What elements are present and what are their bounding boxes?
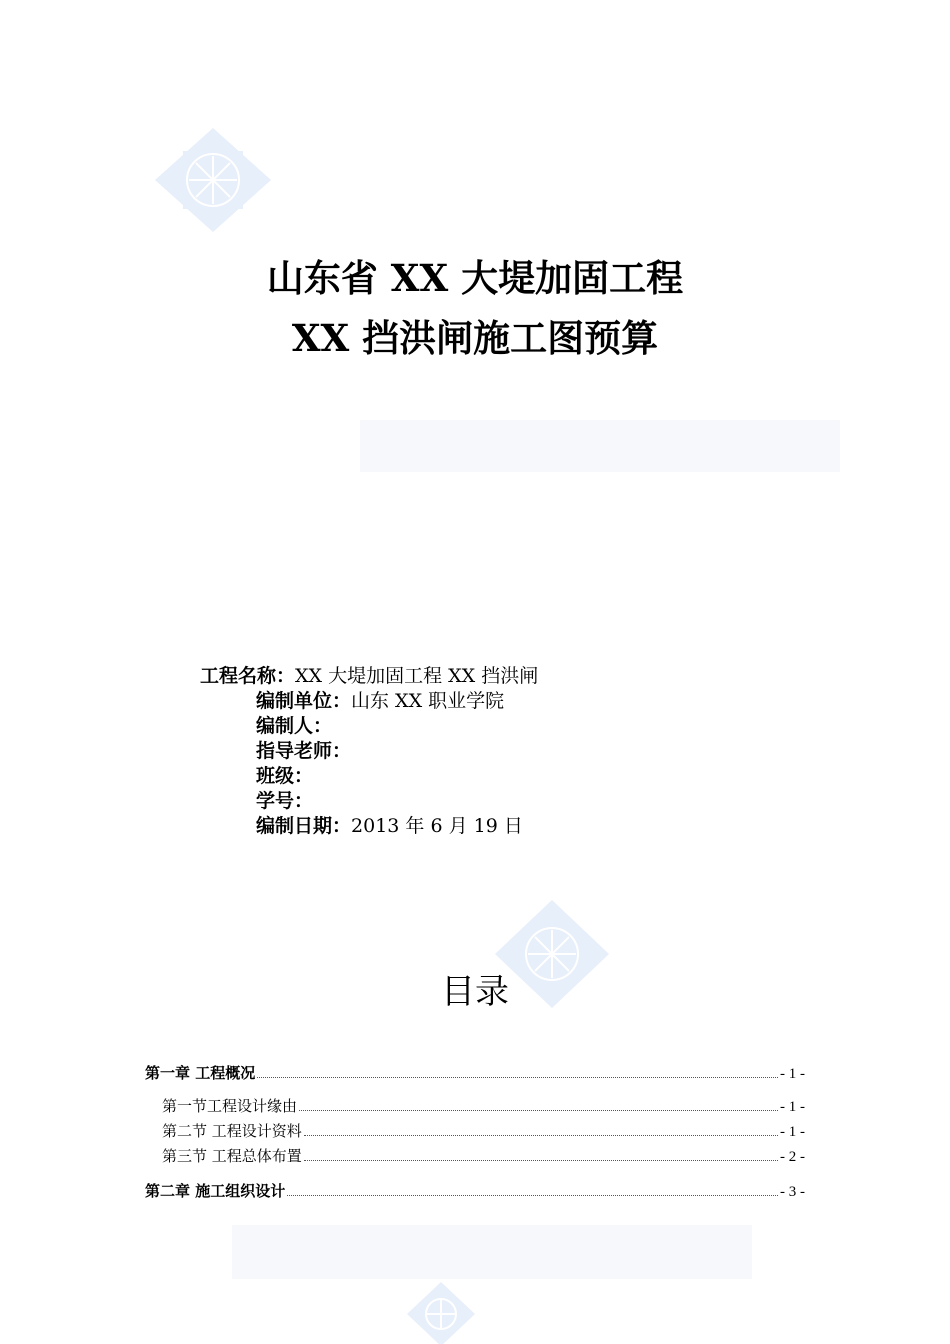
info-value: 山东 XX 职业学院 (351, 690, 505, 712)
toc-entry-page: - 1 - (780, 1066, 805, 1082)
info-label: 指导老师： (256, 740, 352, 762)
watermark-snowflake-icon (153, 126, 273, 234)
watermark-snowflake-icon (405, 1280, 477, 1344)
info-label: 编制人： (256, 715, 333, 737)
toc-entry-label: 第二节 工程设计资料 (162, 1122, 302, 1140)
toc-entry-label: 第三节 工程总体布置 (162, 1147, 302, 1165)
toc-entry[interactable] (145, 1066, 805, 1082)
toc-entry-page: - 1 - (780, 1099, 805, 1115)
info-label: 编制单位： (256, 690, 352, 712)
toc-entry-label: 第一节工程设计缘由 (162, 1097, 298, 1115)
toc-entry[interactable] (162, 1149, 805, 1165)
toc-heading: 目录 (441, 972, 509, 1012)
info-value: XX 大堤加固工程 XX 挡洪闸 (295, 665, 539, 687)
toc-entry-page: - 1 - (780, 1124, 805, 1140)
info-organization (256, 692, 504, 711)
info-label: 学号： (256, 790, 314, 812)
toc-leader-dots (299, 1109, 778, 1111)
info-project-name (200, 667, 538, 686)
document-title-line2: XX 挡洪闸施工图预算 (291, 316, 659, 360)
toc-leader-dots (257, 1076, 778, 1078)
toc-entry-label: 第二章 施工组织设计 (145, 1182, 286, 1200)
info-advisor (256, 742, 351, 761)
info-label: 工程名称： (200, 665, 296, 687)
info-class (256, 767, 313, 786)
toc-entry-page: - 3 - (780, 1184, 805, 1200)
toc-leader-dots (287, 1194, 778, 1196)
info-value: 2013 年 6 月 19 日 (351, 815, 523, 837)
toc-entry[interactable] (145, 1184, 805, 1200)
info-author (256, 717, 332, 736)
info-student-id (256, 792, 313, 811)
toc-entry-page: - 2 - (780, 1149, 805, 1165)
info-date (256, 817, 523, 836)
info-label: 班级： (256, 765, 314, 787)
watermark-band (232, 1225, 752, 1279)
toc-leader-dots (304, 1134, 778, 1136)
toc-entry[interactable] (162, 1099, 805, 1115)
toc-entry[interactable] (162, 1124, 805, 1140)
document-title-line1: 山东省 XX 大堤加固工程 (266, 256, 684, 300)
toc-entry-label: 第一章 工程概况 (145, 1064, 256, 1082)
watermark-band (360, 420, 840, 472)
toc-leader-dots (304, 1159, 778, 1161)
info-label: 编制日期： (256, 815, 352, 837)
